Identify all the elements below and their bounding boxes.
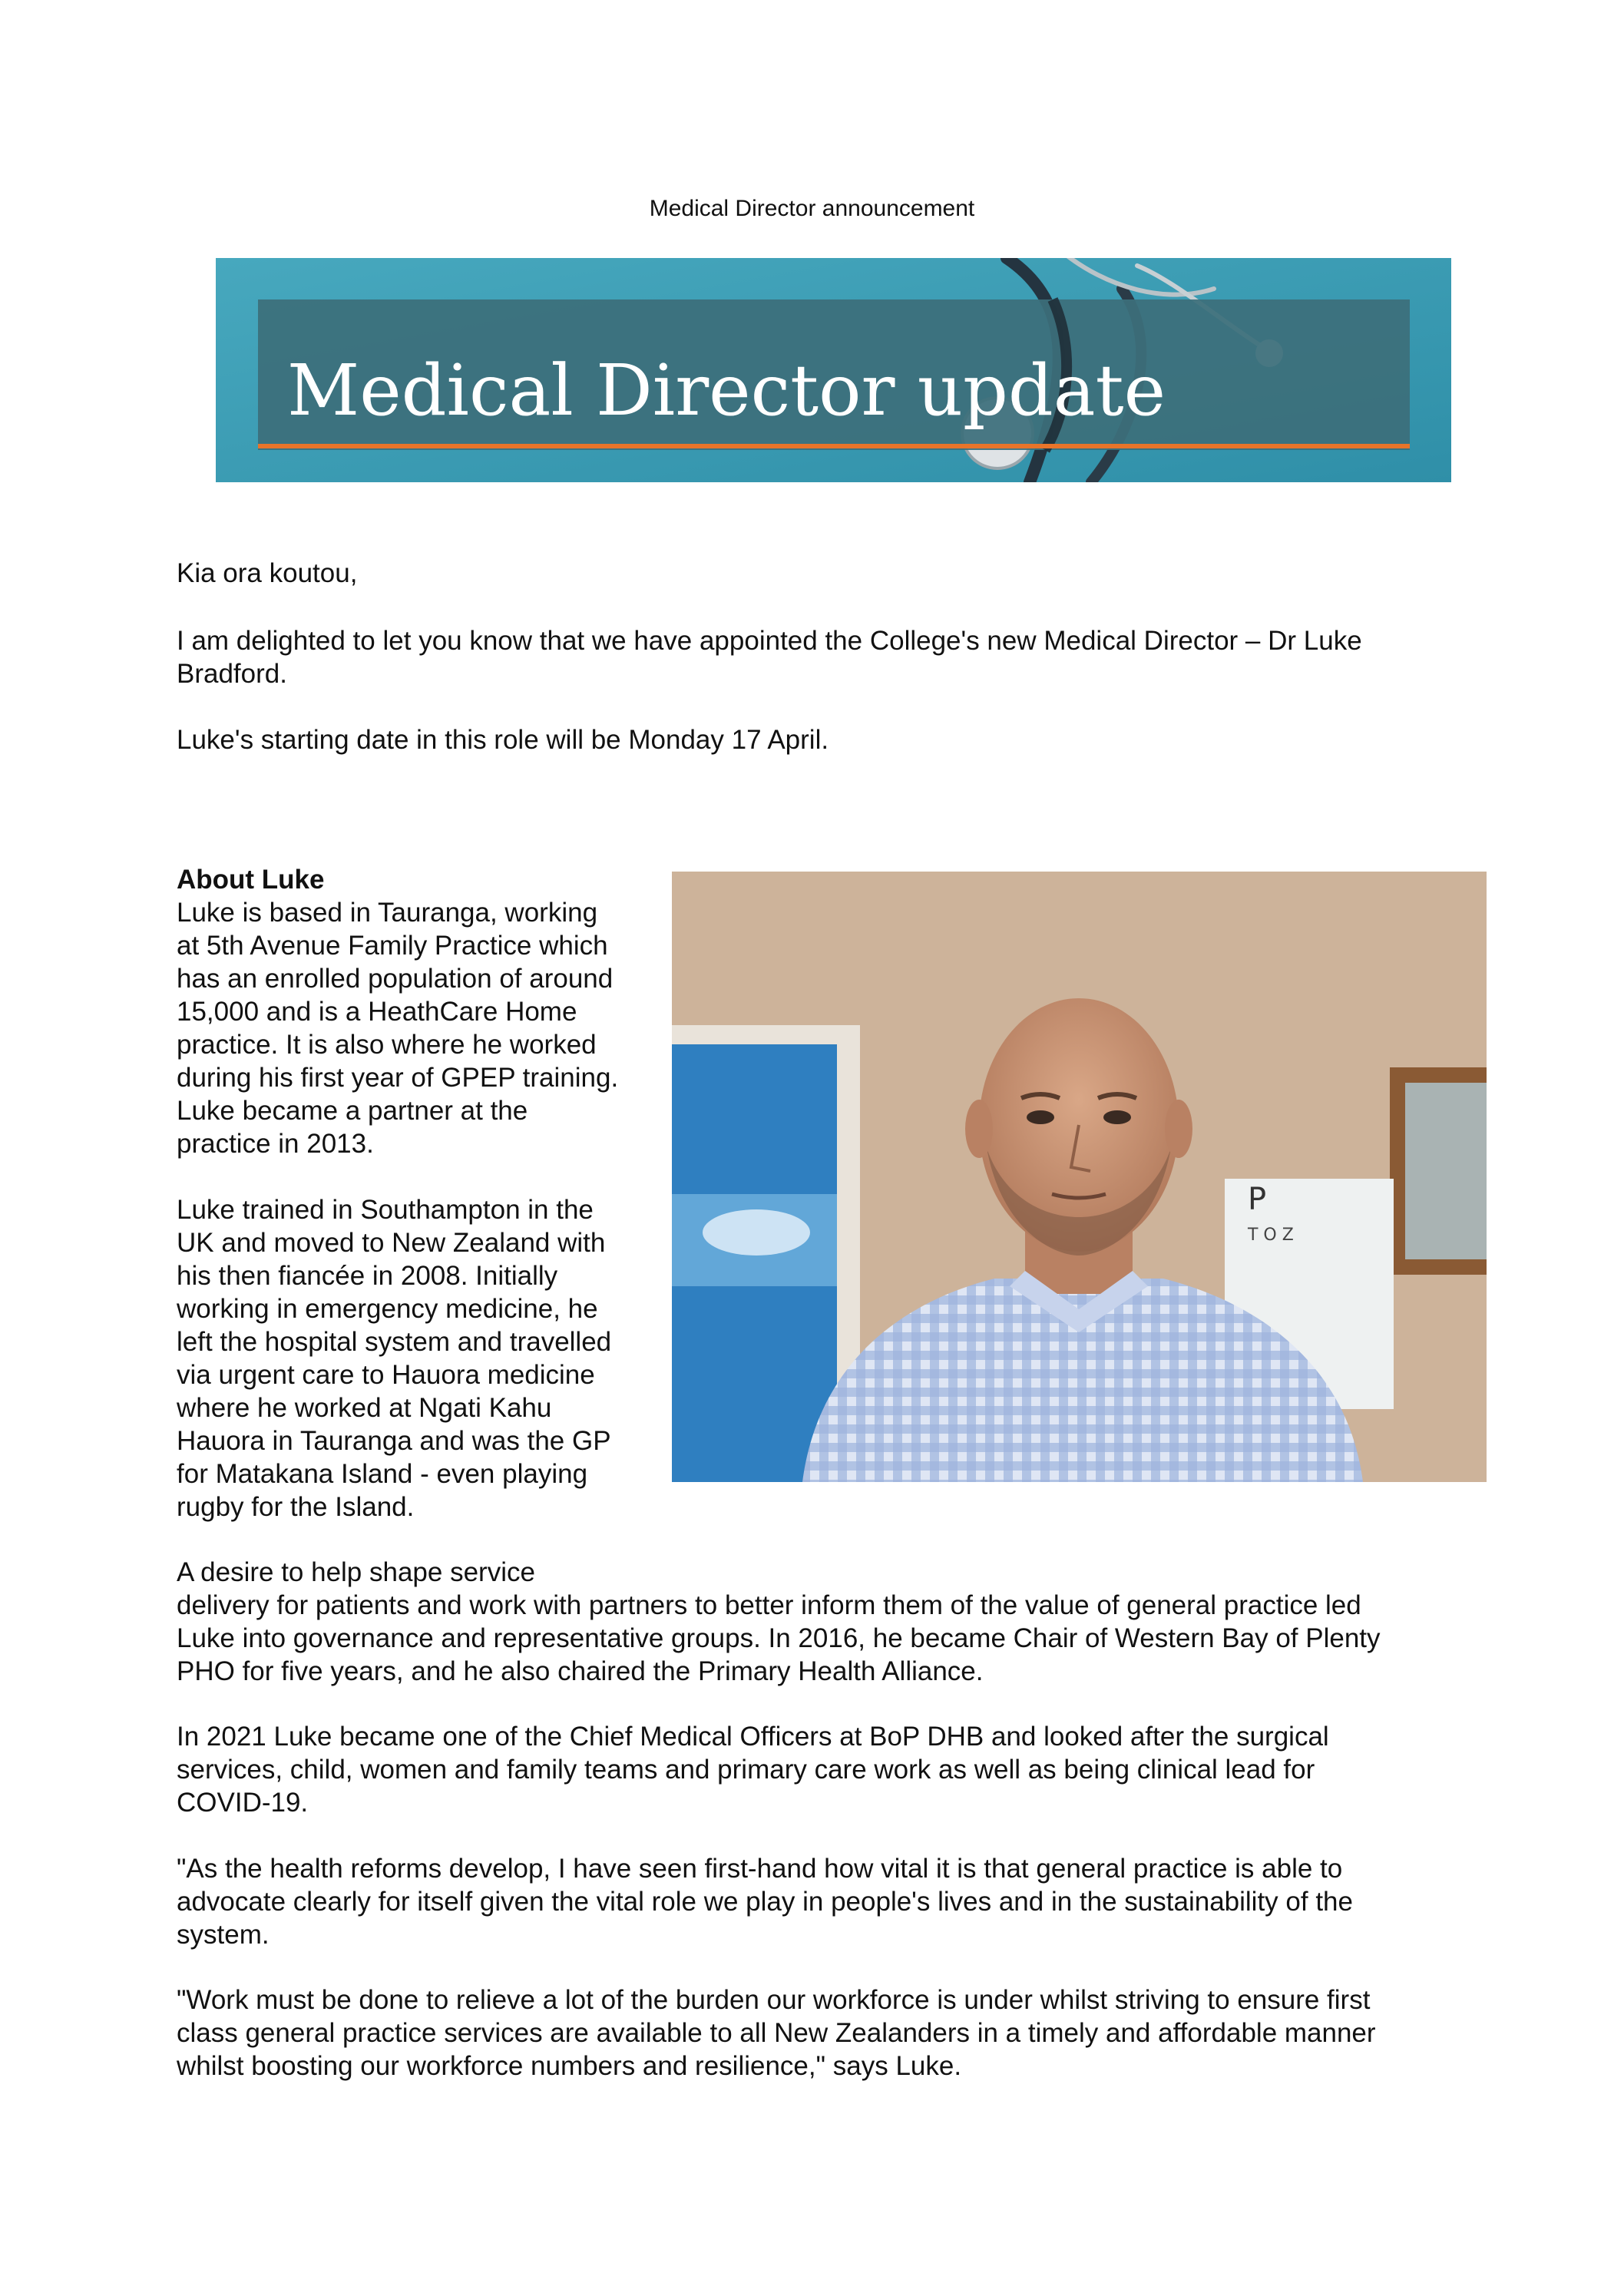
text-line: 15,000 and is a HeathCare Home — [177, 997, 577, 1027]
text-line: practice. It is also where he worked — [177, 1030, 597, 1060]
svg-text:T O Z: T O Z — [1248, 1226, 1294, 1245]
about-para-1 — [177, 896, 668, 1160]
text-line: system. — [177, 1920, 270, 1950]
text-line: where he worked at Ngati Kahu — [177, 1393, 552, 1423]
medical-director-banner — [216, 258, 1451, 482]
text-line: Hauora in Tauranga and was the GP — [177, 1426, 611, 1456]
text-line: advocate clearly for itself given the vital role we play in people's lives and in the sustainability of the — [177, 1887, 1353, 1917]
text-line: COVID-19. — [177, 1788, 309, 1818]
text-line: A desire to help shape service — [177, 1557, 535, 1587]
text-line: class general practice services are available to all New Zealanders in a timely and affordable manner — [177, 2018, 1376, 2048]
start-date-paragraph: Luke's starting date in this role will be Monday 17 April. — [177, 725, 829, 755]
text-line: "As the health reforms develop, I have seen first-hand how vital it is that general practice is able to — [177, 1854, 1343, 1884]
about-para-3 — [177, 1556, 1482, 1688]
text-line: working in emergency medicine, he — [177, 1294, 598, 1324]
text-line: PHO for five years, and he also chaired the Primary Health Alliance. — [177, 1656, 984, 1686]
intro-line: I am delighted to let you know that we have appointed the College's new Medical Director – Dr Luke — [177, 626, 1362, 656]
text-line: Luke became a partner at the — [177, 1096, 528, 1126]
text-line: Luke into governance and representative groups. In 2016, he became Chair of Western Bay of Plenty — [177, 1623, 1381, 1653]
text-line: Luke trained in Southampton in the — [177, 1195, 594, 1225]
text-line: via urgent care to Hauora medicine — [177, 1360, 595, 1390]
text-line: has an enrolled population of around — [177, 964, 614, 994]
text-line: during his first year of GPEP training. — [177, 1063, 619, 1093]
intro-paragraph — [177, 624, 1482, 690]
text-line: In 2021 Luke became one of the Chief Medical Officers at BoP DHB and looked after the surgical — [177, 1722, 1329, 1752]
quote-paragraph-1 — [177, 1852, 1482, 1951]
greeting: Kia ora koutou, — [177, 558, 358, 588]
quote-paragraph-2 — [177, 1983, 1482, 2083]
text-line: rugby for the Island. — [177, 1492, 415, 1522]
text-line: his then fiancée in 2008. Initially — [177, 1261, 558, 1291]
text-line: delivery for patients and work with partners to better inform them of the value of general practice led — [177, 1590, 1361, 1620]
banner-accent-line — [258, 444, 1410, 448]
text-line: "Work must be done to relieve a lot of the burden our workforce is under whilst striving to ensure first — [177, 1985, 1371, 2015]
intro-line: Bradford. — [177, 659, 287, 689]
text-line: whilst boosting our workforce numbers and resilience," says Luke. — [177, 2051, 962, 2081]
banner-graphic — [216, 258, 1451, 482]
banner-heading: Medical Director update — [287, 349, 1166, 432]
about-para-2 — [177, 1193, 668, 1523]
svg-text:P: P — [1248, 1182, 1267, 1217]
text-line: for Matakana Island - even playing — [177, 1459, 588, 1489]
about-para-4 — [177, 1720, 1482, 1819]
text-line: practice in 2013. — [177, 1129, 374, 1159]
document-title: Medical Director announcement — [649, 196, 975, 221]
portrait-illustration — [672, 872, 1487, 1482]
text-line: UK and moved to New Zealand with — [177, 1228, 606, 1258]
portrait-photo — [672, 872, 1487, 1482]
about-heading: About Luke — [177, 865, 325, 895]
about-section — [177, 863, 668, 1160]
text-line: left the hospital system and travelled — [177, 1327, 612, 1357]
text-line: services, child, women and family teams and primary care work as well as being clinical lead for — [177, 1755, 1315, 1785]
text-line: at 5th Avenue Family Practice which — [177, 931, 608, 961]
text-line: Luke is based in Tauranga, working — [177, 898, 598, 928]
